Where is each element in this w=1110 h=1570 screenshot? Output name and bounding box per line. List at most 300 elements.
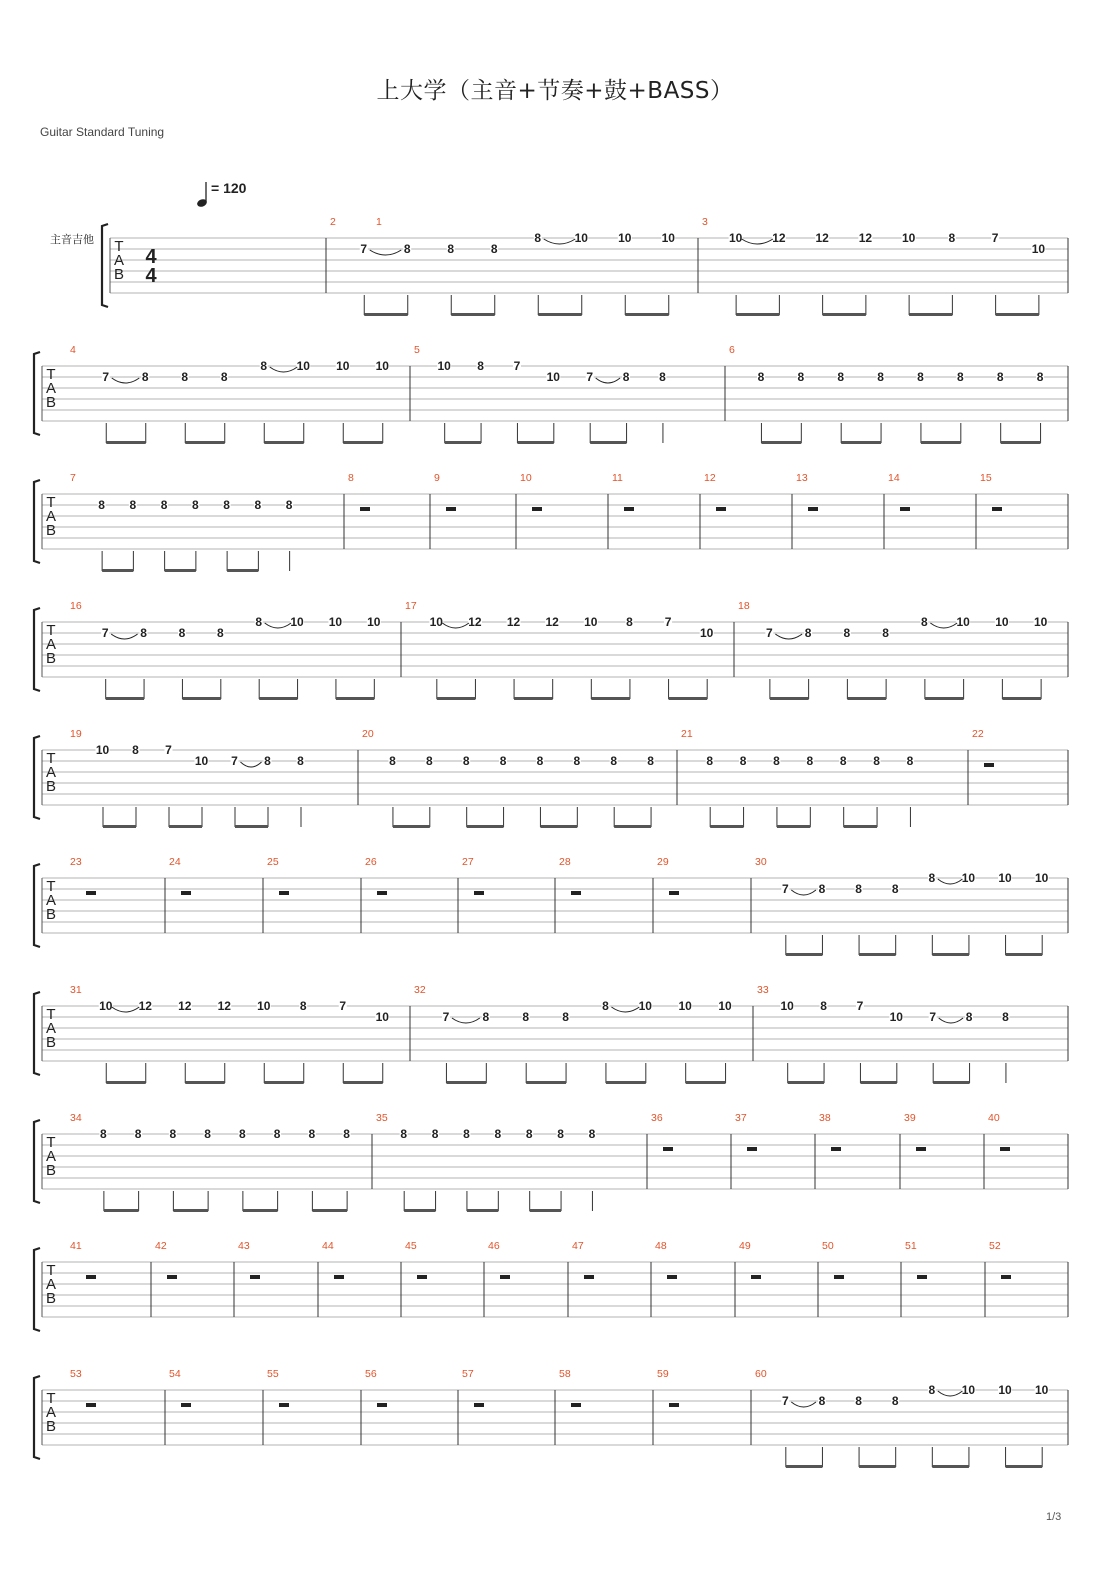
note-beam <box>467 1209 498 1212</box>
slur-arc <box>611 1007 639 1012</box>
tab-clef-letter: T <box>114 238 124 255</box>
measure-number: 51 <box>905 1240 917 1252</box>
note-beam <box>1001 441 1041 444</box>
rest-mark <box>751 1275 761 1279</box>
slur-arc <box>938 879 963 884</box>
fret-number: 10 <box>638 999 652 1013</box>
tab-clef-letter: A <box>113 252 125 269</box>
rest-mark <box>584 1275 594 1279</box>
measure-number: 20 <box>362 728 374 740</box>
measure <box>612 472 700 549</box>
fret-number: 8 <box>255 615 263 629</box>
measure <box>405 600 734 700</box>
fret-number: 8 <box>499 754 507 768</box>
note-beam <box>925 697 964 700</box>
measure-number: 35 <box>376 1112 388 1124</box>
measure <box>434 472 516 549</box>
fret-number: 8 <box>757 370 765 384</box>
measure-number: 12 <box>704 472 716 484</box>
fret-number: 7 <box>360 242 368 256</box>
tab-clef-letter: T <box>46 1262 56 1279</box>
measure <box>348 472 430 549</box>
measure <box>70 472 344 572</box>
fret-number: 10 <box>1033 615 1048 629</box>
tab-clef-letter: A <box>45 636 57 653</box>
note-beam <box>169 825 202 828</box>
rest-mark <box>360 507 370 511</box>
fret-number: 12 <box>506 615 521 629</box>
fret-number: 10 <box>437 359 451 373</box>
fret-number: 8 <box>181 370 189 384</box>
measure-number: 53 <box>70 1368 82 1380</box>
slur-arc <box>791 890 816 895</box>
fret-number: 8 <box>806 754 814 768</box>
tab-clef-letter: B <box>45 1418 57 1435</box>
measure-number: 33 <box>757 984 769 996</box>
fret-number: 10 <box>780 999 794 1013</box>
fret-number: 10 <box>95 743 110 757</box>
measure-number: 1 <box>376 216 382 228</box>
staff-brace <box>34 352 40 435</box>
fret-number: 8 <box>140 626 147 640</box>
measure-number: 27 <box>462 856 474 868</box>
fret-number: 8 <box>839 754 847 768</box>
slur-arc <box>265 623 291 628</box>
fret-number: 10 <box>584 615 598 629</box>
fret-number: 10 <box>700 626 714 640</box>
measure <box>735 1112 815 1189</box>
note-beam <box>517 441 553 444</box>
fret-number: 10 <box>998 1383 1012 1397</box>
fret-number: 8 <box>297 754 304 768</box>
measure-number: 36 <box>651 1112 663 1124</box>
tab-clef-letter: B <box>45 650 57 667</box>
rest-mark <box>446 507 456 511</box>
measure-number: 30 <box>755 856 767 868</box>
measure <box>70 344 410 444</box>
fret-number: 8 <box>873 754 880 768</box>
measure <box>405 1240 484 1317</box>
measure <box>70 600 401 700</box>
measure <box>651 1112 731 1189</box>
note-beam <box>996 313 1039 316</box>
measure-number: 43 <box>238 1240 250 1252</box>
fret-number: 10 <box>1035 871 1049 885</box>
fret-number: 7 <box>586 370 594 384</box>
tempo-value: = 120 <box>211 180 247 196</box>
tab-clef-letter: T <box>46 1134 56 1151</box>
note-beam <box>104 1209 139 1212</box>
track-name: 主音吉他 <box>50 233 94 246</box>
measure <box>729 344 1068 444</box>
rest-mark <box>667 1275 677 1279</box>
measure-number: 25 <box>267 856 279 868</box>
measure <box>365 1368 458 1445</box>
note-beam <box>393 825 430 828</box>
note-beam <box>777 825 810 828</box>
measure-number: 48 <box>655 1240 667 1252</box>
rest-mark <box>669 1403 679 1407</box>
rest-mark <box>532 507 542 511</box>
fret-number: 12 <box>858 231 873 245</box>
note-beam <box>185 1081 225 1084</box>
measure <box>155 1240 234 1317</box>
fret-number: 8 <box>477 359 484 373</box>
tab-clef-letter: B <box>45 778 57 795</box>
note-beam <box>859 953 896 956</box>
measure <box>657 856 751 933</box>
measure-number: 4 <box>70 344 76 356</box>
rest-mark <box>917 1275 927 1279</box>
note-beam <box>467 825 504 828</box>
fret-number: 10 <box>889 1010 903 1024</box>
note-beam <box>841 441 881 444</box>
fret-number: 8 <box>882 626 889 640</box>
measure-number: 23 <box>70 856 82 868</box>
slur-arc <box>111 634 137 639</box>
fret-number: 8 <box>160 498 168 512</box>
measure-number: 13 <box>796 472 808 484</box>
tab-clef-letter: B <box>45 1162 57 1179</box>
measure-number: 44 <box>322 1240 334 1252</box>
note-beam <box>264 1081 304 1084</box>
fret-number: 8 <box>260 359 268 373</box>
staff-brace <box>34 1248 40 1331</box>
note-beam <box>625 313 669 316</box>
note-beam <box>235 825 268 828</box>
rest-mark <box>992 507 1002 511</box>
fret-number: 8 <box>948 231 956 245</box>
rest-mark <box>250 1275 260 1279</box>
fret-number: 10 <box>296 359 310 373</box>
fret-number: 8 <box>220 370 228 384</box>
note-beam <box>243 1209 278 1212</box>
measure <box>819 1112 900 1189</box>
fret-number: 10 <box>574 231 588 245</box>
fret-number: 10 <box>375 1010 389 1024</box>
note-beam <box>451 313 495 316</box>
tab-clef-letter: B <box>45 1034 57 1051</box>
rest-mark <box>417 1275 427 1279</box>
fret-number: 10 <box>718 999 732 1013</box>
measure <box>414 984 753 1084</box>
fret-number: 8 <box>837 370 845 384</box>
measure <box>365 856 458 933</box>
fret-number: 8 <box>891 882 899 896</box>
rest-mark <box>181 1403 191 1407</box>
fret-number: 8 <box>98 498 105 512</box>
staff-brace <box>102 224 108 307</box>
slur-arc <box>938 1391 963 1396</box>
fret-number: 8 <box>773 754 780 768</box>
staff-system <box>34 472 1068 572</box>
measure <box>738 600 1068 700</box>
note-beam <box>932 1465 969 1468</box>
staff-system <box>34 728 1068 828</box>
fret-number: 8 <box>223 498 230 512</box>
fret-number: 8 <box>928 1383 936 1397</box>
fret-number: 8 <box>739 754 747 768</box>
fret-number: 8 <box>602 999 609 1013</box>
measure-number: 24 <box>169 856 181 868</box>
staff-brace <box>34 1376 40 1459</box>
fret-number: 8 <box>494 1127 502 1141</box>
measure-number: 31 <box>70 984 82 996</box>
measure-number: 41 <box>70 1240 82 1252</box>
measure-number: 28 <box>559 856 571 868</box>
measure-number: 40 <box>988 1112 1000 1124</box>
slur-arc <box>452 1018 480 1023</box>
measure <box>488 1240 568 1317</box>
tab-clef-letter: T <box>46 494 56 511</box>
note-beam <box>259 697 297 700</box>
measure-number: 14 <box>888 472 900 484</box>
measure <box>888 472 976 549</box>
fret-number: 10 <box>661 231 675 245</box>
note-beam <box>185 441 225 444</box>
rest-mark <box>86 1403 96 1407</box>
note-beam <box>102 569 133 572</box>
rest-mark <box>571 891 581 895</box>
measure <box>755 1368 1068 1468</box>
measure-number: 9 <box>434 472 440 484</box>
measure <box>822 1240 901 1317</box>
rest-mark <box>808 507 818 511</box>
rest-mark <box>663 1147 673 1151</box>
note-beam <box>909 313 952 316</box>
fret-number: 7 <box>101 626 109 640</box>
measure-number: 32 <box>414 984 426 996</box>
measure-number: 26 <box>365 856 377 868</box>
tab-clef-letter: T <box>46 878 56 895</box>
rest-mark <box>984 763 994 767</box>
fret-number: 7 <box>339 999 347 1013</box>
measure-number: 34 <box>70 1112 82 1124</box>
measure <box>322 1240 401 1317</box>
tab-clef-letter: B <box>45 522 57 539</box>
fret-number: 8 <box>132 743 139 757</box>
note-beam <box>343 441 383 444</box>
measure-number: 18 <box>738 600 750 612</box>
fret-number: 8 <box>536 754 544 768</box>
fret-number: 10 <box>995 615 1009 629</box>
measure <box>70 1112 372 1212</box>
fret-number: 8 <box>891 1394 899 1408</box>
fret-number: 8 <box>855 882 862 896</box>
measure <box>362 728 677 828</box>
fret-number: 8 <box>522 1010 530 1024</box>
fret-number: 10 <box>901 231 916 245</box>
staff-system <box>34 984 1068 1084</box>
rest-mark <box>834 1275 844 1279</box>
measure <box>655 1240 735 1317</box>
measure <box>70 984 410 1084</box>
note-beam <box>823 313 866 316</box>
fret-number: 8 <box>264 754 271 768</box>
note-beam <box>933 1081 969 1084</box>
rest-mark <box>500 1275 510 1279</box>
rest-mark <box>181 891 191 895</box>
fret-number: 8 <box>843 626 851 640</box>
note-beam <box>446 1081 486 1084</box>
fret-number: 10 <box>961 1383 976 1397</box>
rest-mark <box>900 507 910 511</box>
fret-number: 8 <box>447 242 455 256</box>
measure-number: 45 <box>405 1240 417 1252</box>
fret-number: 7 <box>513 359 521 373</box>
measure <box>972 728 1068 805</box>
note-beam <box>173 1209 208 1212</box>
note-beam <box>526 1081 566 1084</box>
fret-number: 12 <box>178 999 192 1013</box>
fret-number: 8 <box>400 1127 408 1141</box>
time-signature-bottom: 4 <box>145 265 157 287</box>
fret-number: 8 <box>462 754 470 768</box>
measure <box>980 472 1068 549</box>
measure <box>238 1240 318 1317</box>
fret-number: 7 <box>781 882 789 896</box>
note-beam <box>514 697 553 700</box>
note-beam <box>165 569 196 572</box>
note-beam <box>786 953 823 956</box>
rest-mark <box>279 1403 289 1407</box>
fret-number: 8 <box>490 242 498 256</box>
note-beam <box>538 313 582 316</box>
fret-number: 7 <box>781 1394 789 1408</box>
fret-number: 8 <box>610 754 618 768</box>
note-beam <box>106 441 146 444</box>
measure <box>757 984 1068 1084</box>
note-beam <box>1006 953 1043 956</box>
fret-number: 8 <box>965 1010 973 1024</box>
staff-system <box>34 600 1068 700</box>
measure <box>989 1240 1068 1317</box>
note-beam <box>761 441 801 444</box>
measure <box>702 216 1068 316</box>
fret-number: 8 <box>403 242 411 256</box>
fret-number: 8 <box>626 615 633 629</box>
fret-number: 8 <box>178 626 186 640</box>
measure-number: 11 <box>612 472 623 484</box>
fret-number: 8 <box>534 231 542 245</box>
staff-brace <box>34 480 40 563</box>
staff-system <box>34 1112 1068 1212</box>
measure-number: 15 <box>980 472 992 484</box>
staff-system <box>34 1368 1068 1468</box>
staff-system <box>102 216 1068 316</box>
measure-number: 58 <box>559 1368 571 1380</box>
fret-number: 10 <box>678 999 692 1013</box>
fret-number: 10 <box>961 871 976 885</box>
fret-number: 8 <box>204 1127 211 1141</box>
fret-number: 8 <box>216 626 224 640</box>
note-beam <box>364 313 408 316</box>
fret-number: 8 <box>588 1127 596 1141</box>
measure <box>559 856 653 933</box>
rest-mark <box>747 1147 757 1151</box>
fret-number: 10 <box>257 999 271 1013</box>
fret-number: 8 <box>622 370 630 384</box>
fret-number: 8 <box>906 754 914 768</box>
measure-number: 57 <box>462 1368 474 1380</box>
measure-number: 54 <box>169 1368 181 1380</box>
note-beam <box>844 825 877 828</box>
slur-arc <box>791 1402 816 1407</box>
tab-clef-letter: B <box>45 906 57 923</box>
note-beam <box>336 697 374 700</box>
fret-number: 8 <box>573 754 581 768</box>
measure-number: 59 <box>657 1368 669 1380</box>
fret-number: 8 <box>928 871 936 885</box>
staff-brace <box>34 1120 40 1203</box>
measure <box>657 1368 751 1445</box>
note-beam <box>182 697 220 700</box>
note-beam <box>445 441 481 444</box>
fret-number: 8 <box>818 882 826 896</box>
fret-number: 7 <box>991 231 999 245</box>
slur-arc <box>775 634 802 639</box>
measure-number: 49 <box>739 1240 751 1252</box>
fret-number: 10 <box>367 615 381 629</box>
fret-number: 8 <box>482 1010 490 1024</box>
fret-number: 8 <box>463 1127 470 1141</box>
fret-number: 10 <box>618 231 632 245</box>
staff-system <box>34 344 1068 444</box>
measure <box>904 1112 984 1189</box>
tab-clef-letter: A <box>45 380 57 397</box>
tab-clef-letter: A <box>45 1276 57 1293</box>
fret-number: 10 <box>998 871 1012 885</box>
fret-number: 8 <box>877 370 884 384</box>
measure-number: 2 <box>330 216 336 228</box>
measure <box>169 856 263 933</box>
note-beam <box>590 441 626 444</box>
fret-number: 8 <box>1036 370 1044 384</box>
tab-clef-letter: B <box>45 394 57 411</box>
time-signature-top: 4 <box>145 246 157 268</box>
measure-number: 8 <box>348 472 354 484</box>
measure <box>462 856 555 933</box>
note-beam <box>227 569 258 572</box>
rest-mark <box>831 1147 841 1151</box>
measure-number: 5 <box>414 344 420 356</box>
slur-arc <box>939 1018 963 1023</box>
slur-arc <box>112 378 140 383</box>
fret-number: 8 <box>525 1127 533 1141</box>
rest-mark <box>86 1275 96 1279</box>
measure <box>905 1240 985 1317</box>
measure <box>559 1368 653 1445</box>
fret-number: 10 <box>290 615 304 629</box>
staff-brace <box>34 736 40 819</box>
measure-number: 10 <box>520 472 532 484</box>
fret-number: 7 <box>664 615 672 629</box>
tab-clef-letter: A <box>45 1404 57 1421</box>
fret-number: 8 <box>562 1010 569 1024</box>
staff-brace <box>34 864 40 947</box>
fret-number: 10 <box>956 615 970 629</box>
rest-mark <box>279 891 289 895</box>
fret-number: 7 <box>102 370 110 384</box>
measure <box>988 1112 1068 1189</box>
tab-clef-letter: T <box>46 1006 56 1023</box>
slur-arc <box>241 762 262 767</box>
measure-number: 29 <box>657 856 669 868</box>
measure-number: 7 <box>70 472 76 484</box>
measure-number: 6 <box>729 344 735 356</box>
measure-number: 50 <box>822 1240 834 1252</box>
measure <box>755 856 1068 956</box>
